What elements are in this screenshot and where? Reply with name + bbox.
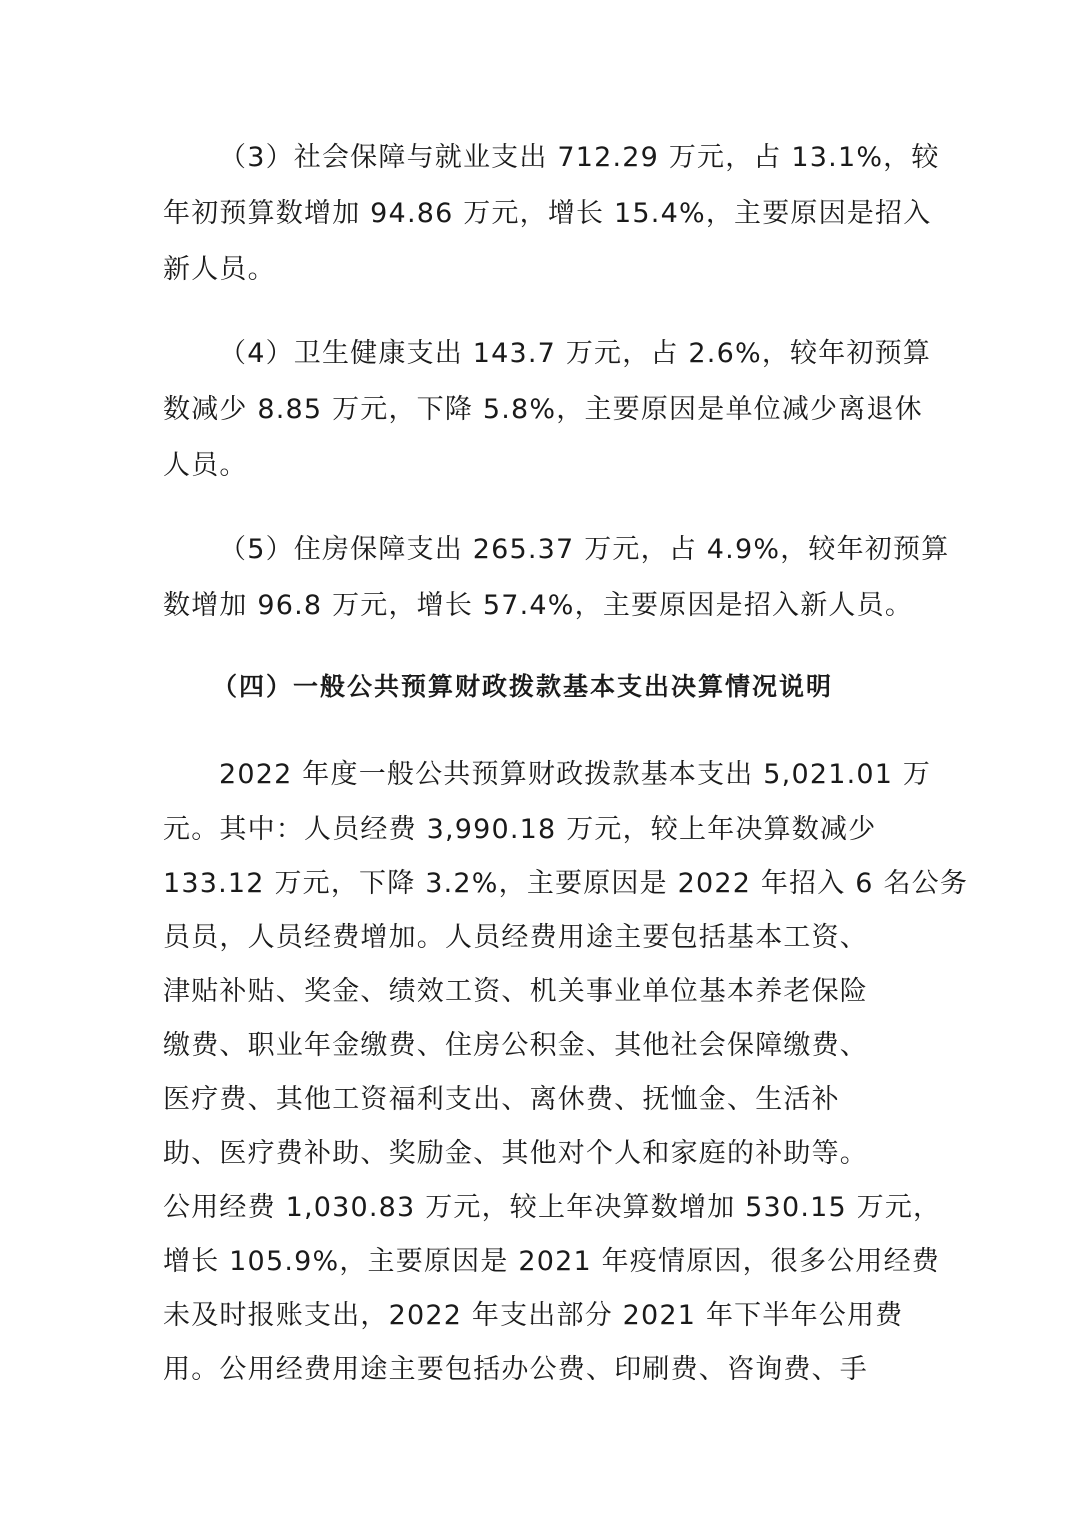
basic-expenditure-line-2: 元。其中：人员经费 3,990.18 万元，较上年决算数减少: [163, 814, 877, 845]
basic-expenditure-line-8: 助、医疗费补助、奖励金、其他对个人和家庭的补助等。: [163, 1138, 868, 1169]
paragraph-5-line-2: 数增加 96.8 万元，增长 57.4%，主要原因是招入新人员。: [163, 590, 914, 621]
basic-expenditure-line-10: 增长 105.9%，主要原因是 2021 年疫情原因，很多公用经费: [163, 1246, 941, 1277]
basic-expenditure-line-4: 员员，人员经费增加。人员经费用途主要包括基本工资、: [163, 922, 868, 953]
paragraph-4-line-2: 数减少 8.85 万元，下降 5.8%，主要原因是单位减少离退休: [163, 394, 923, 425]
basic-expenditure-line-5: 津贴补贴、奖金、绩效工资、机关事业单位基本养老保险: [163, 976, 868, 1007]
basic-expenditure-line-11: 未及时报账支出，2022 年支出部分 2021 年下半年公用费: [163, 1300, 904, 1331]
basic-expenditure-line-12: 用。公用经费用途主要包括办公费、印刷费、咨询费、手: [163, 1354, 868, 1385]
paragraph-5-line-1: （5）住房保障支出 265.37 万元，占 4.9%，较年初预算: [219, 534, 950, 565]
basic-expenditure-line-6: 缴费、职业年金缴费、住房公积金、其他社会保障缴费、: [163, 1030, 868, 1061]
paragraph-3-line-2: 年初预算数增加 94.86 万元，增长 15.4%，主要原因是招入: [163, 198, 932, 229]
paragraph-3-line-1: （3）社会保障与就业支出 712.29 万元，占 13.1%，较: [219, 142, 940, 173]
paragraph-4-line-1: （4）卫生健康支出 143.7 万元，占 2.6%，较年初预算: [219, 338, 932, 369]
paragraph-3-line-3: 新人员。: [163, 254, 276, 285]
basic-expenditure-line-3: 133.12 万元，下降 3.2%，主要原因是 2022 年招入 6 名公务: [163, 868, 969, 899]
section-heading: （四）一般公共预算财政拨款基本支出决算情况说明: [212, 672, 834, 701]
basic-expenditure-line-9: 公用经费 1,030.83 万元，较上年决算数增加 530.15 万元，: [163, 1192, 942, 1223]
basic-expenditure-line-7: 医疗费、其他工资福利支出、离休费、抚恤金、生活补: [163, 1084, 840, 1115]
paragraph-4-line-3: 人员。: [163, 450, 248, 481]
basic-expenditure-line-1: 2022 年度一般公共预算财政拨款基本支出 5,021.01 万: [219, 759, 932, 790]
